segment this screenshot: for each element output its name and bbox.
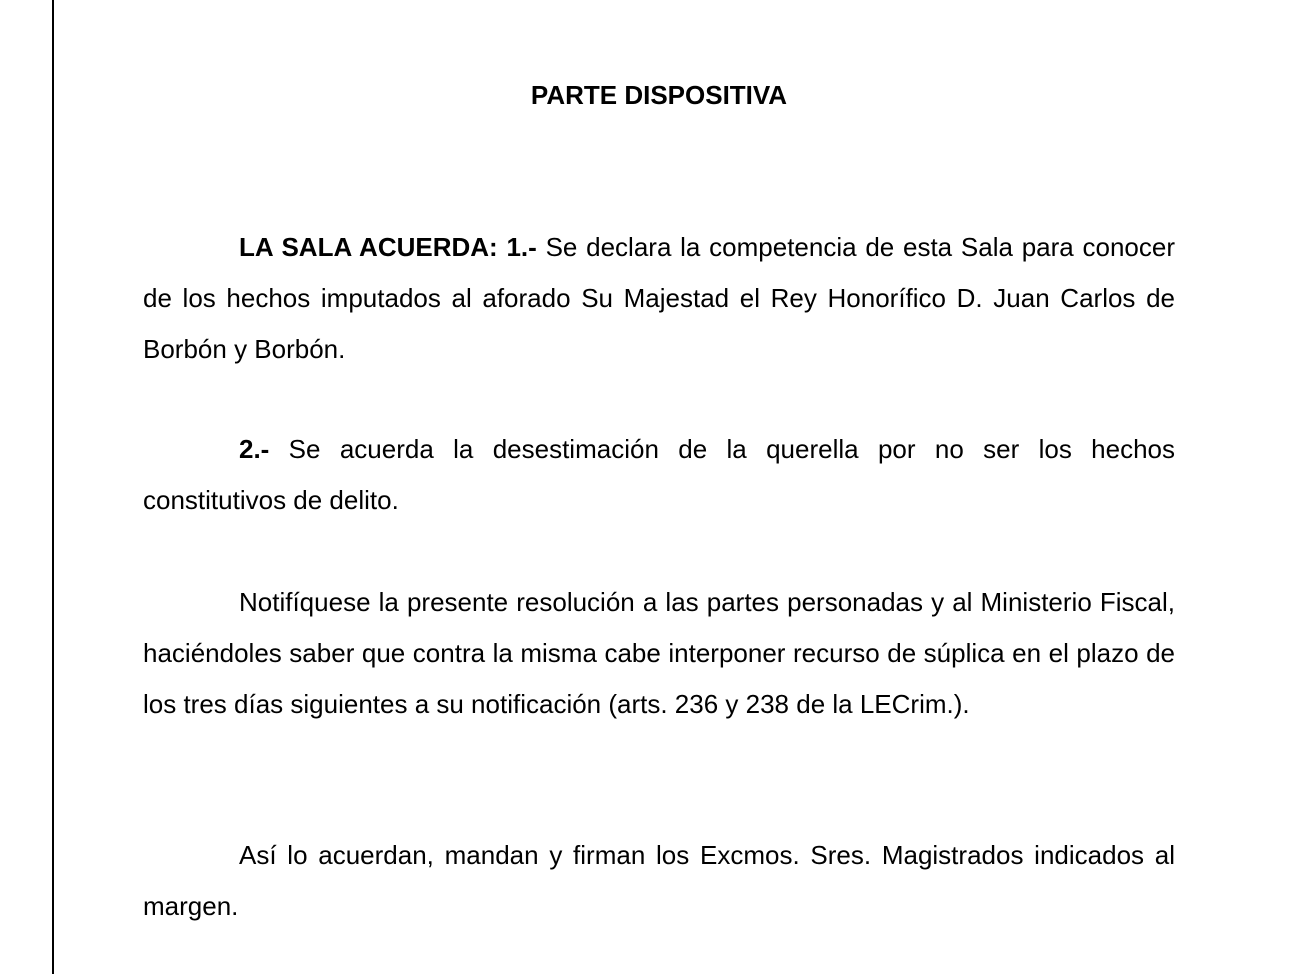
paragraph-lead: LA SALA ACUERDA: 1.- <box>239 232 537 262</box>
paragraph-text: Así lo acuerdan, mandan y firman los Excmos. Sres. Magistrados indicados al margen. <box>143 840 1175 921</box>
paragraph-agreement-2 <box>143 424 1175 526</box>
paragraph-text: Se declara la competencia de esta Sala para conocer de los hechos imputados al aforado Su Majestad el Rey Honorífico D. Juan Carlos de Borbón y Borbón. <box>143 232 1175 364</box>
paragraph-notification <box>143 577 1175 730</box>
paragraph-lead: 2.- <box>239 434 270 464</box>
left-margin-line <box>52 0 54 974</box>
paragraph-closing <box>143 830 1175 932</box>
paragraph-text: Se acuerda la desestimación de la querella por no ser los hechos constitutivos de delito. <box>143 434 1175 515</box>
section-heading: PARTE DISPOSITIVA <box>530 80 788 110</box>
paragraph-text: Notifíquese la presente resolución a las partes personadas y al Ministerio Fiscal, haciéndoles saber que contra la misma cabe interponer recurso de súplica en el plazo de los tres días siguientes a su notificación (arts. 236 y 238 de la LECrim.). <box>143 587 1175 719</box>
paragraph-agreement-1 <box>143 222 1175 375</box>
